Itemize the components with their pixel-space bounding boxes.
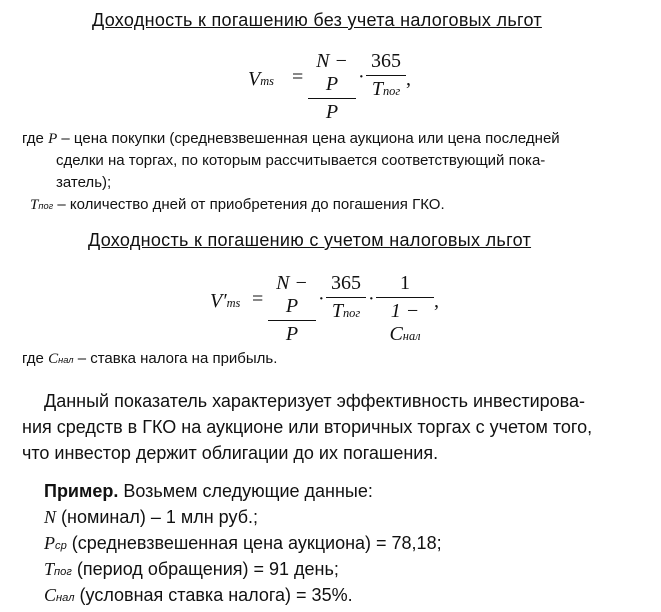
- formula2-dot1: ·: [318, 288, 325, 310]
- formula2-fraction1: N − P P: [268, 272, 316, 346]
- formula1-fraction1: N − P P: [308, 50, 356, 124]
- paragraph-line2: ния средств в ГКО на аукционе или вторичных торгах с учетом того,: [22, 417, 593, 437]
- example-item-period: Tпог (период обращения) = 91 день;: [44, 559, 339, 579]
- formula1-dot: ·: [358, 66, 365, 88]
- paragraph-line1: Данный показатель характеризует эффективность инвестирова-: [44, 391, 586, 411]
- formula1-comma: ,: [406, 68, 411, 90]
- formula2-comma: ,: [434, 290, 439, 312]
- heading-with-tax: Доходность к погашению с учетом налоговых льгот: [88, 230, 532, 250]
- formula2-lhs: V′ms: [210, 290, 241, 312]
- formula2-fraction2: 365 Tпог: [326, 272, 366, 323]
- formula1-lhs: Vms: [248, 68, 274, 90]
- heading-without-tax: Доходность к погашению без учета налоговых льгот: [92, 10, 542, 30]
- formula2-fraction3: 1 1 − Cнал: [376, 272, 434, 346]
- paragraph-line3: что инвестор держит облигации до их погашения.: [22, 443, 439, 463]
- definition-c: где Cнал – ставка налога на прибыль.: [22, 350, 278, 367]
- formula2-equals: =: [252, 288, 264, 310]
- example-item-price: Pср (средневзвешенная цена аукциона) = 78,18;: [44, 533, 442, 553]
- formula2-dot2: ·: [368, 288, 375, 310]
- definition-p-line2: сделки на торгах, по которым рассчитывается соответствующий пока-: [56, 152, 546, 169]
- formula1-fraction2: 365 Tпог: [366, 50, 406, 101]
- definition-t: Tпог – количество дней от приобретения до погашения ГКО.: [30, 196, 445, 213]
- example-item-nominal: N (номинал) – 1 млн руб.;: [44, 507, 259, 527]
- definition-p-line1: где P – цена покупки (средневзвешенная цена аукциона или цена последней: [22, 130, 560, 147]
- definition-p-line3: затель);: [56, 174, 112, 191]
- example-item-tax: Cнал (условная ставка налога) = 35%.: [44, 585, 353, 605]
- formula1-equals: =: [292, 66, 304, 88]
- example-intro: Пример. Возьмем следующие данные:: [44, 481, 373, 501]
